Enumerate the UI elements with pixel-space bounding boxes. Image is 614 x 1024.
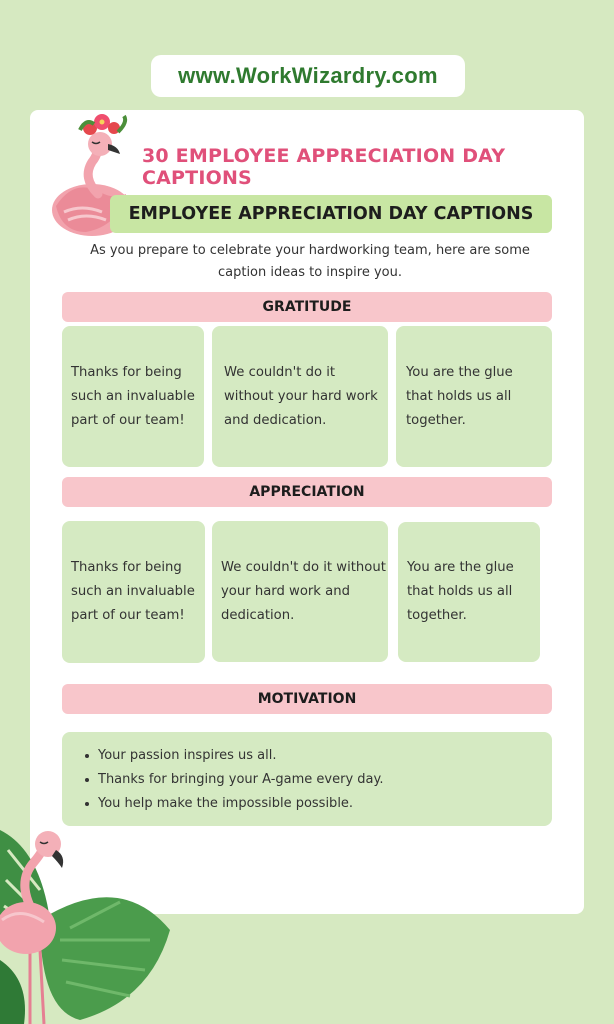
caption-card — [62, 521, 205, 663]
caption-text: Thanks for being such an invaluable part of our team! — [71, 560, 195, 623]
caption-text: Thanks for being such an invaluable part of our team! — [71, 364, 195, 428]
caption-card — [398, 522, 540, 662]
intro-text: As you prepare to celebrate your hardworking team, here are some caption ideas to inspire you. — [90, 243, 530, 280]
list-item: Thanks for bringing your A-game every day. — [98, 768, 384, 792]
caption-card — [212, 521, 388, 662]
caption-text: You are the glue that holds us all together. — [407, 560, 514, 623]
main-title: 30 EMPLOYEE APPRECIATION DAY CAPTIONS — [142, 145, 506, 189]
caption-card — [212, 326, 388, 467]
caption-text: We couldn't do it without your hard work and dedication. — [221, 559, 386, 623]
list-item: You help make the impossible possible. — [98, 792, 384, 816]
flamingo-leaves-icon — [0, 810, 175, 1024]
caption-text: We couldn't do it without your hard work and dedication. — [224, 364, 378, 428]
section-heading-appreciation: APPRECIATION — [62, 477, 552, 507]
website-url[interactable]: www.WorkWizardry.com — [151, 55, 465, 97]
section-heading-motivation: MOTIVATION — [62, 684, 552, 714]
subtitle-banner: EMPLOYEE APPRECIATION DAY CAPTIONS — [110, 195, 552, 233]
list-item: Your passion inspires us all. — [98, 744, 384, 768]
caption-card — [396, 326, 552, 467]
section-heading-gratitude: GRATITUDE — [62, 292, 552, 322]
caption-text: You are the glue that holds us all together. — [406, 364, 513, 428]
caption-card — [62, 326, 204, 467]
motivation-list — [98, 744, 384, 816]
